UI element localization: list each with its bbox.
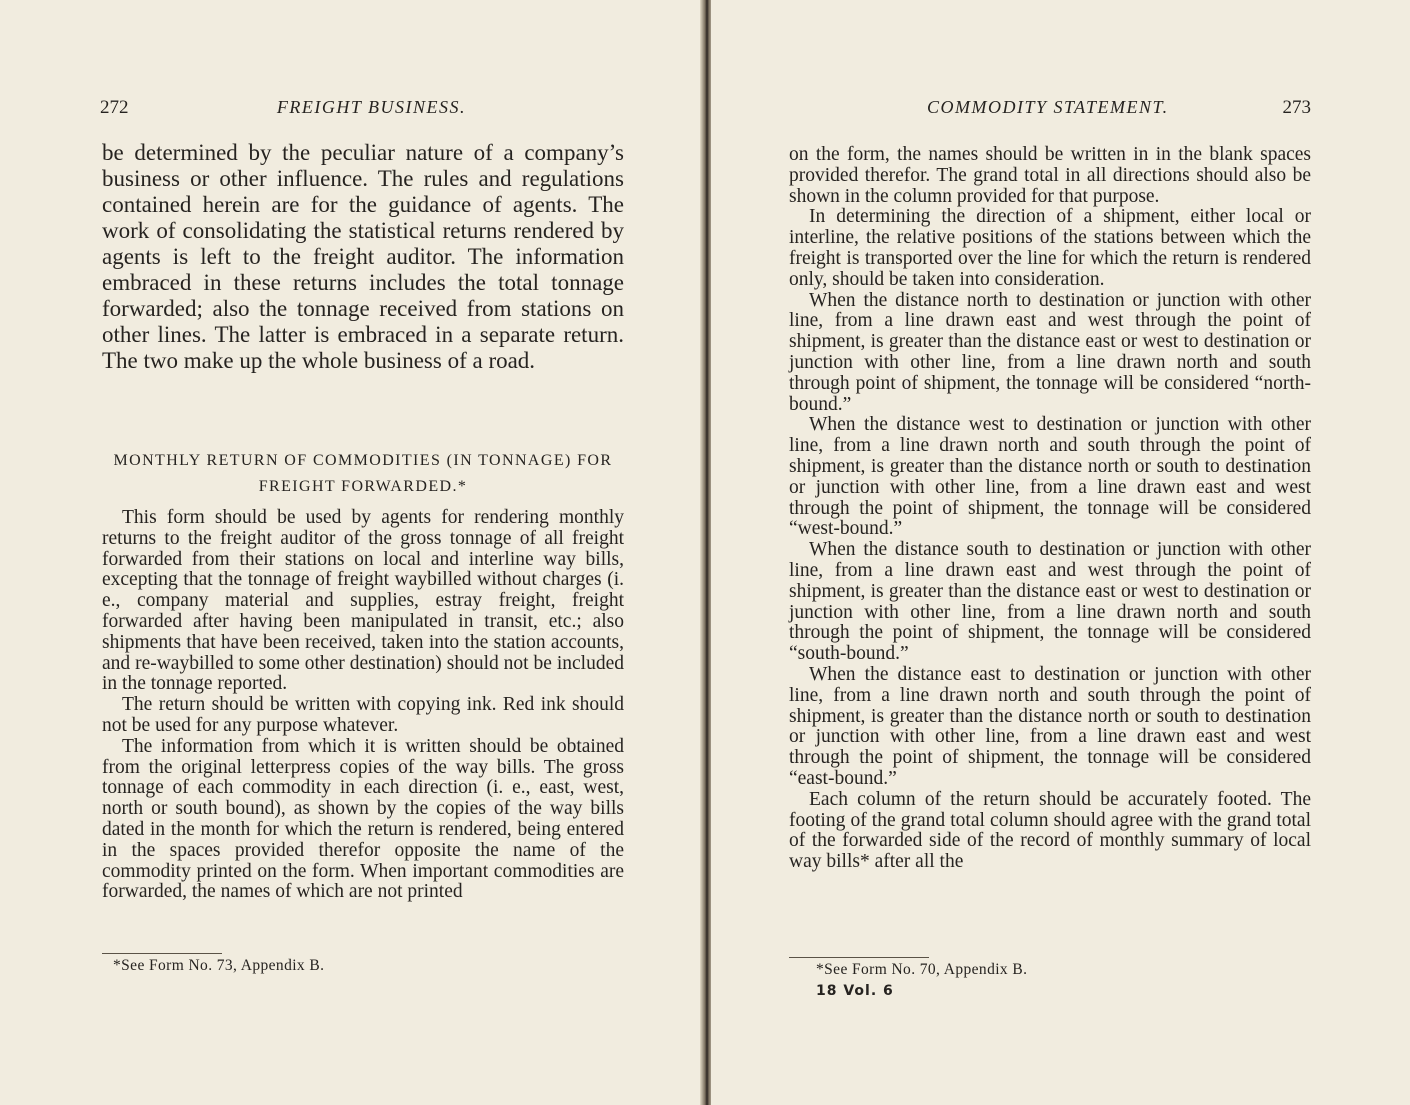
printer-signature-mark: 18 Vol. 6 <box>816 983 894 999</box>
left-footnote: *See Form No. 73, Appendix B. <box>113 957 325 974</box>
intro-paragraph: be determined by the peculiar nature of a company’s business or other influence. The rules and regulations contained herein are for the guidance of agents. The work of consolidating the statistical returns rendered by agents is left to the freight auditor. The information embraced in these returns includes the total tonnage forwarded; also the tonnage received from stations on other lines. The latter is embraced in a separate return. The two make up the whole business of a road. <box>102 140 624 373</box>
right-footnote: *See Form No. 70, Appendix B. <box>816 961 1028 978</box>
paragraph: When the distance east to destination or junction with other line, from a line drawn north and south through the point of shipment, is greater than the distance north or south to destination or junction with other line, from a line drawn east and west through the point of shipment, the tonnage will be considered “east-bound.” <box>789 663 1311 789</box>
paragraph: When the distance north to destination or junction with other line, from a line drawn east and west through the point of shipment, is greater than the distance east or west to destination or junction with other line, from a line drawn north and south through point of shipment, the tonnage will be considered “north-bound.” <box>789 289 1311 415</box>
left-page <box>0 0 703 1105</box>
left-intro-text <box>102 140 624 374</box>
continuation-paragraph: on the form, the names should be written in in the blank spaces provided therefor. The grand total in all directions should also be shown in the column provided for that purpose. <box>789 144 1311 207</box>
left-running-head <box>100 97 466 121</box>
paragraph: This form should be used by agents for rendering monthly returns to the freight auditor of the gross tonnage of all freight forwarded from their stations on local and interline way bills, excepting that the tonnage of freight waybilled without charges (i. e., company material and supplies, estray freight, freight forwarded after having been manipulated in transit, etc.; also shipments that have been received, taken into the station accounts, and re-waybilled to some other destination) should not be included in the tonnage reported. <box>102 507 624 695</box>
paragraph: When the distance west to destination or junction with other line, from a line drawn north and south through the point of shipment, is greater than the distance north or south to destination or junction with other line, from a line drawn east and west through the point of shipment, the tonnage will be considered “west-bound.” <box>789 414 1311 540</box>
footnote-divider <box>102 953 222 954</box>
right-page <box>711 0 1410 1105</box>
right-body-text <box>789 145 1311 873</box>
paragraph: In determining the direction of a shipment, either local or interline, the relative positions of the stations between which the freight is transported over the line for which the return is rendered only, should be taken into consideration. <box>789 206 1311 290</box>
paragraph: When the distance south to destination or junction with other line, from a line drawn east and west through the point of shipment, is greater than the distance east or west to destination or junction with other line, from a line drawn north and south through the point of shipment, the tonnage will be considered “south-bound.” <box>789 539 1311 665</box>
section-heading: MONTHLY RETURN OF COMMODITIES (IN TONNAGE) FOR FREIGHT FORWARDED.* <box>113 452 613 495</box>
right-running-head <box>927 97 1311 121</box>
paragraph: The information from which it is written should be obtained from the original letterpress copies of the way bills. The gross tonnage of each commodity in each direction (i. e., east, west, north or south bound), as shown by the copies of the way bills dated in the month for which the return is rendered, being entered in the spaces provided therefor opposite the name of the commodity printed on the form. When important commodities are forwarded, the names of which are not printed <box>102 735 624 903</box>
right-page-number: 273 <box>1282 97 1311 118</box>
left-page-number: 272 <box>100 97 129 118</box>
paragraph: The return should be written with copying ink. Red ink should not be used for any purpose whatever. <box>102 694 624 736</box>
footnote-divider <box>789 957 929 958</box>
left-body-text <box>102 508 624 903</box>
left-running-title: FREIGHT BUSINESS. <box>276 97 466 117</box>
right-running-title: COMMODITY STATEMENT. <box>927 97 1169 117</box>
paragraph: Each column of the return should be accurately footed. The footing of the grand total column should agree with the grand total of the forwarded side of the record of monthly summary of local way bills* after all the <box>789 788 1311 873</box>
